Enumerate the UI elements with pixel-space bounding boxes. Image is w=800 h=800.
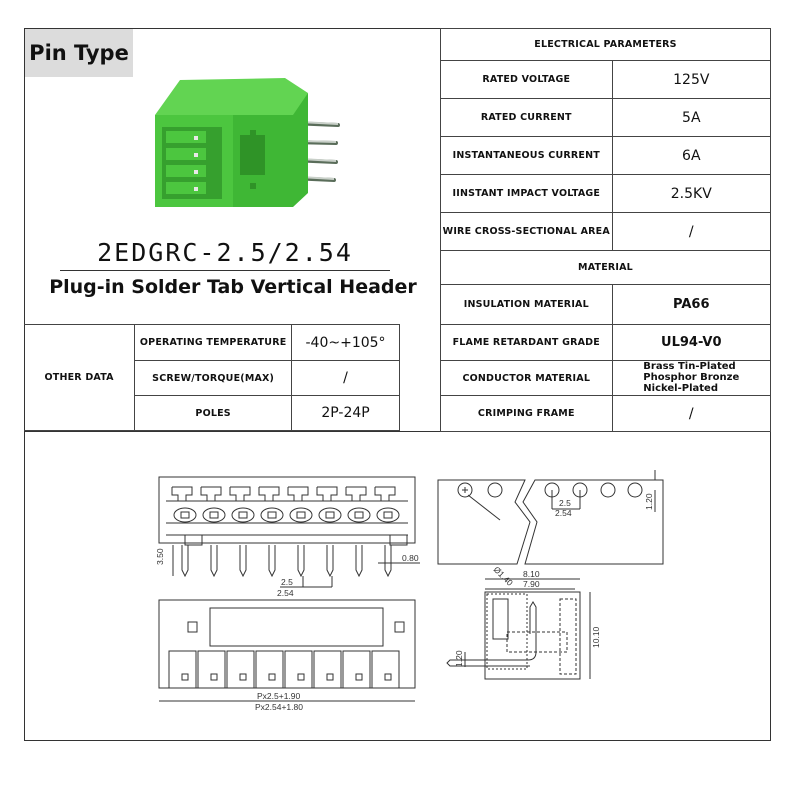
table-row: [441, 175, 771, 213]
poles-label: POLES: [135, 396, 292, 431]
insulation-material-value: PA66: [612, 285, 770, 325]
impact-voltage-label: IINSTANT IMPACT VOLTAGE: [441, 175, 613, 213]
flame-grade-label: FLAME RETARDANT GRADE: [441, 325, 613, 361]
model-number: 2EDGRC-2.5/2.54: [97, 238, 353, 267]
pin-length-dim: 3.50: [155, 548, 165, 565]
model-underline: [60, 270, 390, 271]
side-width-b-dim: 7.90: [523, 579, 540, 589]
conductor-line: Phosphor Bronze: [643, 372, 740, 383]
wire-area-value: /: [612, 213, 770, 251]
electrical-header-row: [441, 29, 771, 61]
flame-grade-value: UL94-V0: [612, 325, 770, 361]
hole-diameter-dim: Ø1.40: [491, 564, 516, 588]
pitch-a-dim: 2.5: [281, 577, 293, 587]
rated-voltage-label: RATED VOLTAGE: [441, 61, 613, 99]
side-height-dim: 10.10: [591, 626, 601, 648]
pin-type-badge: Pin Type: [25, 29, 133, 77]
front-bottom-drawing: [150, 465, 430, 715]
impact-voltage-value: 2.5KV: [612, 175, 770, 213]
side-pin-offset-dim: 1.20: [454, 650, 464, 667]
instantaneous-current-value: 6A: [612, 137, 770, 175]
table-row: [441, 99, 771, 137]
pcb-side-drawing: [435, 462, 665, 717]
table-row: [441, 325, 771, 361]
side-width-a-dim: 8.10: [523, 569, 540, 579]
operating-temperature-label: OPERATING TEMPERATURE: [135, 325, 292, 361]
electrical-material-table: [440, 28, 771, 432]
product-image: [150, 75, 350, 215]
table-row: [441, 213, 771, 251]
screw-torque-value: /: [292, 361, 400, 396]
other-data-table: [24, 324, 400, 431]
table-row: [441, 137, 771, 175]
material-title: MATERIAL: [441, 251, 771, 285]
table-row: [441, 61, 771, 99]
instantaneous-current-label: INSTANTANEOUS CURRENT: [441, 137, 613, 175]
table-row: [441, 285, 771, 325]
conductor-material-value: [612, 361, 770, 396]
screw-torque-label: SCREW/TORQUE(MAX): [135, 361, 292, 396]
pcb-pitch-a-dim: 2.5: [559, 498, 571, 508]
length-b-dim: Px2.54+1.80: [255, 702, 303, 712]
conductor-material-label: CONDUCTOR MATERIAL: [441, 361, 613, 396]
product-title: Plug-in Solder Tab Vertical Header: [49, 276, 417, 298]
other-data-title: OTHER DATA: [24, 325, 135, 431]
pin-width-dim: 0.80: [402, 553, 419, 563]
crimping-frame-label: CRIMPING FRAME: [441, 396, 613, 432]
electrical-title: ELECTRICAL PARAMETERS: [441, 29, 771, 61]
wire-area-label: WIRE CROSS-SECTIONAL AREA: [441, 213, 613, 251]
terminal-tops: [172, 487, 395, 501]
table-row: [24, 325, 400, 361]
table-row: [441, 396, 771, 432]
insulation-material-label: INSULATION MATERIAL: [441, 285, 613, 325]
table-row: [441, 361, 771, 396]
rated-current-label: RATED CURRENT: [441, 99, 613, 137]
conductor-line: Nickel-Plated: [643, 383, 718, 394]
rated-current-value: 5A: [612, 99, 770, 137]
operating-temperature-value: -40~+105°: [292, 325, 400, 361]
poles-value: 2P-24P: [292, 396, 400, 431]
pitch-b-dim: 2.54: [277, 588, 294, 598]
edge-offset-dim: 1.20: [644, 493, 654, 510]
length-a-dim: Px2.5+1.90: [257, 691, 301, 701]
material-header-row: [441, 251, 771, 285]
rated-voltage-value: 125V: [612, 61, 770, 99]
crimping-frame-value: /: [612, 396, 770, 432]
pcb-pitch-b-dim: 2.54: [555, 508, 572, 518]
conductor-line: Brass Tin-Plated: [643, 361, 736, 372]
